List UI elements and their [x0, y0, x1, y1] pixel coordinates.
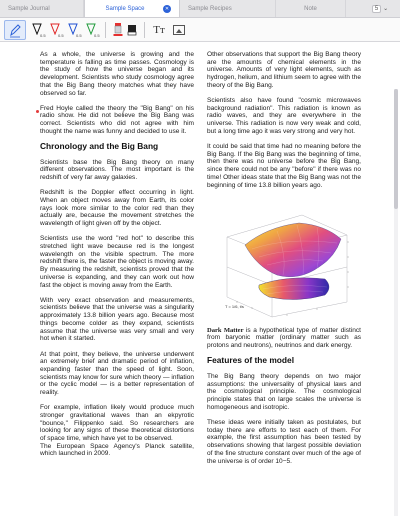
shape-tool-button[interactable]: [125, 20, 139, 40]
paragraph: Redshift is the Doppler effect occurring in light. When an object moves away from Earth, its color rays look more similar to the color red than they actually are, because the movement stretches the wavelength of light given off by the object.: [40, 189, 194, 228]
pen-thickness: 0.5: [40, 32, 46, 38]
paragraph: Scientists base the Big Bang theory on many different observations. The most important is the redshift of very far away galaxies.: [40, 158, 194, 182]
tab-label: Sample Recipes: [188, 5, 232, 12]
right-column: [207, 51, 361, 473]
paragraph: Scientists also have found "cosmic microwaves background radiation". This radiation is known as radio waves, and they are everywhere in the universe. This radiation is now very weak and cold, but a long time ago it was very strong and very hot.: [207, 97, 361, 135]
dark-matter-text: is a hypothetical type of matter distinct from baryonic matter (ordinary matter such as protons and neutrons), neutrinos and dark energy.: [207, 326, 361, 350]
eraser-icon: [127, 24, 137, 36]
paragraph: The European Space Agency's Planck satellite, which launched in 2009.: [40, 442, 194, 458]
pen-icon: [8, 22, 22, 38]
surface-plot-figure: [207, 197, 361, 321]
chevron-down-icon: ⌄: [383, 6, 389, 12]
paragraph: The Big Bang theory depends on two major assumptions: the universality of physical laws and the cosmological principle. The cosmological principle states that on large scales the universe is homogeneous and isotropic.: [207, 373, 361, 411]
pen-preset-green[interactable]: [84, 20, 100, 40]
pen-preset-red[interactable]: [48, 20, 64, 40]
paragraph: [207, 327, 361, 350]
highlighter-icon: [113, 23, 123, 37]
paragraph: It could be said that time had no meaning before the Big Bang. If the Big Bang was the beginning of time, then there was no universe before the Big Bang, since there could not be any "before" if there was no time! Other ideas state that the Big Bang was not the beginning of time 13.8 billion years ago.: [207, 143, 361, 189]
vertical-scrollbar[interactable]: [394, 89, 398, 516]
text-tool-button[interactable]: [150, 20, 168, 40]
pen-thickness: 0.5: [94, 32, 100, 38]
close-tab-icon[interactable]: ✕: [164, 5, 170, 12]
pen-preset-blue[interactable]: [66, 20, 82, 40]
paragraph: Scientists use the word "red hot" to describe this stretched light wave because red is the longest wavelength on the visible spectrum. The more redshift there is, the faster the object is moving away. By measuring the redshift, scientists proved that the universe is expanding, and they can work out how fast the object is moving away from the Earth.: [40, 235, 194, 289]
paragraph: As a whole, the universe is growing and the temperature is falling as time passes. Cosmology is the study of how the universe began and its development. Scientists who study cosmology agree that the Big Bang theory matches what they have observed so far.: [40, 51, 194, 97]
tab-label: Note: [304, 5, 317, 12]
paragraph: Other observations that support the Big Bang theory are the amounts of chemical elements in the universe. Amounts of very light elements, such as hydrogen, helium, and lithium seem to agree with the theory of the Big Bang.: [207, 51, 361, 89]
pen-presets: [26, 20, 100, 40]
text-icon: Tт: [153, 23, 165, 36]
drawing-toolbar: [0, 18, 400, 42]
section-heading: Features of the model: [207, 355, 295, 366]
page-selector[interactable]: [360, 0, 400, 17]
pen-thickness: 0.5: [76, 32, 82, 38]
tab-bar: [0, 0, 400, 18]
image-icon: [173, 25, 185, 35]
ink-mark: [36, 110, 39, 113]
tab-note[interactable]: [276, 0, 346, 17]
insert-image-button[interactable]: [168, 20, 186, 40]
paragraph: Fred Hoyle called the theory the "Big Bang" on his radio show. He did not believe the Big Bang was correct. Scientists who did not agree with him thought the name was funny and decided to use it.: [40, 104, 194, 135]
toolbar-divider: [105, 22, 106, 38]
tab-sample-recipes[interactable]: [180, 0, 276, 17]
color-swatch-red-button[interactable]: [111, 20, 125, 40]
tab-label: Sample Space: [105, 5, 145, 12]
pen-tool-button[interactable]: [4, 20, 26, 40]
plot-axis-label: T = 1/6, t/s: [225, 303, 244, 309]
paragraph: These ideas were initially taken as postulates, but today there are efforts to test each of them. For example, the first assumption has been tested by observations showing that largest possible deviation of the fine structure constant over much of the age of the universe is of order 10−5.: [207, 419, 361, 465]
page-number: 5: [372, 5, 381, 13]
pen-thickness: 0.5: [58, 32, 64, 38]
tab-sample-space[interactable]: [84, 0, 180, 17]
pen-preset-black[interactable]: [30, 20, 46, 40]
paragraph: With very exact observation and measurements, scientists believe that the universe was a singularity approximately 13.8 billion years ago. Because most things become colder as they expand, scientists assume that the universe was very small and very hot when it started.: [40, 296, 194, 343]
paragraph: At that point, they believe, the universe underwent an extremely brief and dramatic period of inflation, expanding faster than the speed of light. Soon, scientists may know for sure which theory — inflation or the cyclic model — is a better representation of reality.: [40, 350, 194, 397]
tab-label: Sample Journal: [8, 5, 50, 12]
tab-sample-journal[interactable]: [0, 0, 84, 17]
scrollbar-thumb[interactable]: [394, 89, 398, 209]
dark-matter-term: Dark Matter: [207, 326, 244, 334]
toolbar-divider: [144, 22, 145, 38]
note-page[interactable]: [0, 43, 400, 516]
left-column: [40, 51, 194, 466]
section-heading: Chronology and the Big Bang: [40, 141, 159, 152]
paragraph: For example, inflation likely would produce much stronger gravitational waves than an ekpyrotic "bounce," Filippenko said. So researchers are looking for any signs of these theoretical distortions of space time, which have yet to be observed.: [40, 404, 194, 443]
